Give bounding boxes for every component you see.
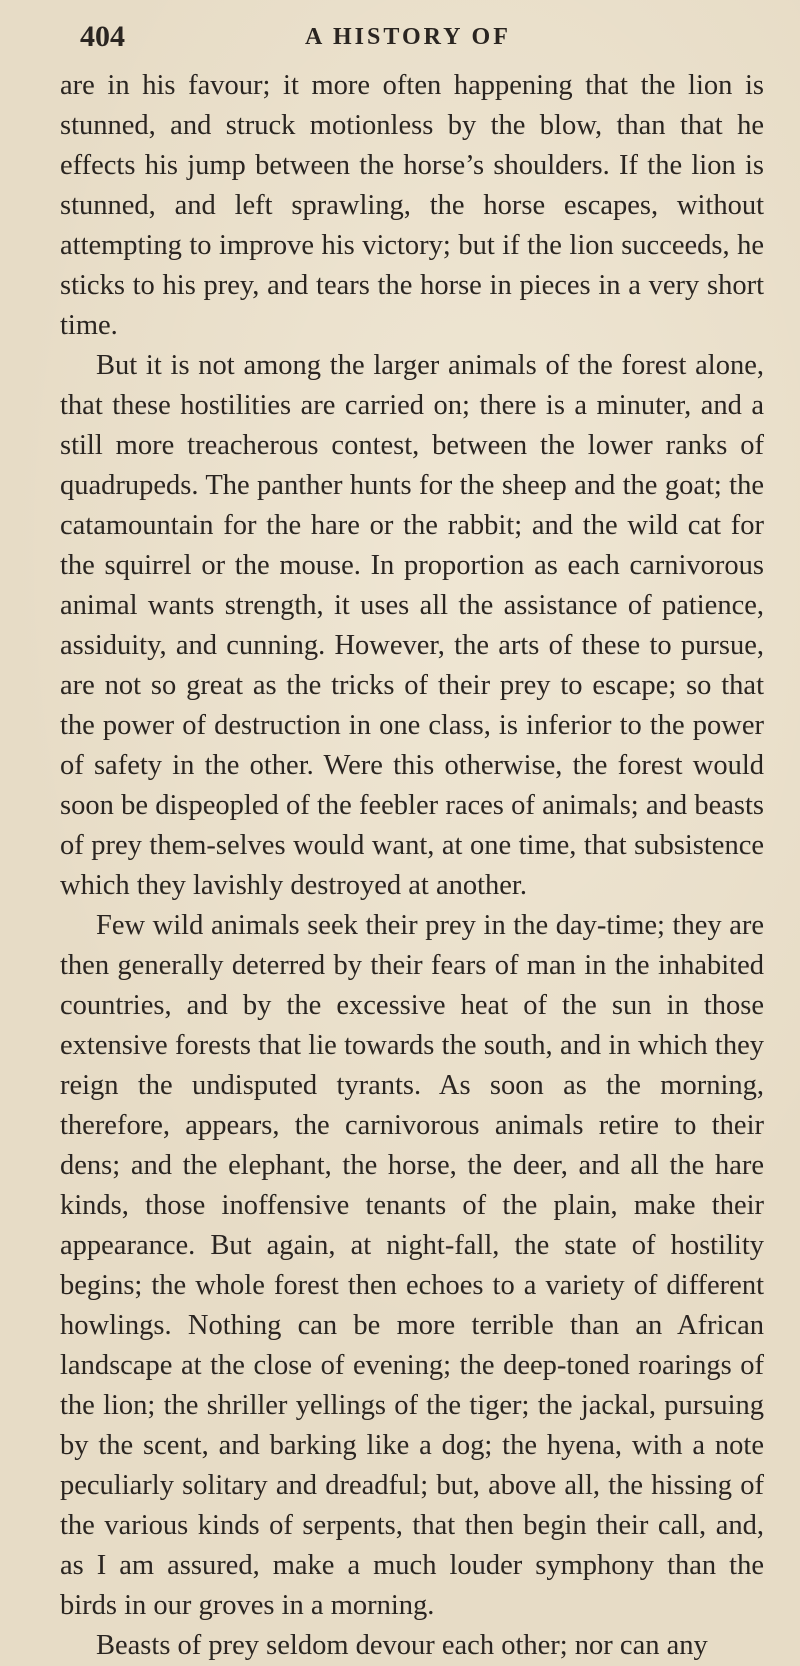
body-text xyxy=(60,66,764,1666)
paragraph-lower-ranks: But it is not among the larger animals of the forest alone, that these hostilities are carried on; there is a minuter, and a still more treacherous contest, between the lower ranks of quadrupeds. The panther hunts for the sheep and the goat; the catamountain for the hare or the rabbit; and the wild cat for the squirrel or the mouse. In proportion as each carnivorous animal wants strength, it uses all the assistance of patience, assiduity, and cunning. However, the arts of these to pursue, are not so great as the tricks of their prey to escape; so that the power of destruction in one class, is inferior to the power of safety in the other. Were this otherwise, the forest would soon be dispeopled of the feebler races of animals; and beasts of prey them-selves would want, at one time, that subsistence which they lavishly destroyed at another. xyxy=(60,350,764,901)
paragraph-beasts-of-prey: Beasts of prey seldom devour each other; nor can any xyxy=(96,1630,708,1661)
running-head xyxy=(60,20,764,60)
page-number: 404 xyxy=(80,20,125,53)
paragraph-night-hunting: Few wild animals seek their prey in the day-time; they are then generally deterred by their fears of man in the inhabited countries, and by the excessive heat of the sun in those extensive forests that lie towards the south, and in which they reign the undisputed tyrants. As soon as the morning, therefore, appears, the carnivorous animals retire to their dens; and the elephant, the horse, the deer, and all the hare kinds, those inoffensive tenants of the plain, make their appearance. But again, at night-fall, the state of hostility begins; the whole forest then echoes to a variety of different howlings. Nothing can be more terrible than an African landscape at the close of evening; the deep-toned roarings of the lion; the shriller yellings of the tiger; the jackal, pursuing by the scent, and barking like a dog; the hyena, with a note peculiarly solitary and dreadful; but, above all, the hissing of the various kinds of serpents, that then begin their call, and, as I am assured, make a much louder symphony than the birds in our groves in a morning. xyxy=(60,910,764,1621)
running-title: A HISTORY OF xyxy=(305,24,511,50)
paragraph-lion-horse: are in his favour; it more often happening that the lion is stunned, and struck motionless by the blow, than that he effects his jump between the horse’s shoulders. If the lion is stunned, and left sprawling, the horse escapes, without attempting to improve his victory; but if the lion succeeds, he sticks to his prey, and tears the horse in pieces in a very short time. xyxy=(60,70,764,341)
